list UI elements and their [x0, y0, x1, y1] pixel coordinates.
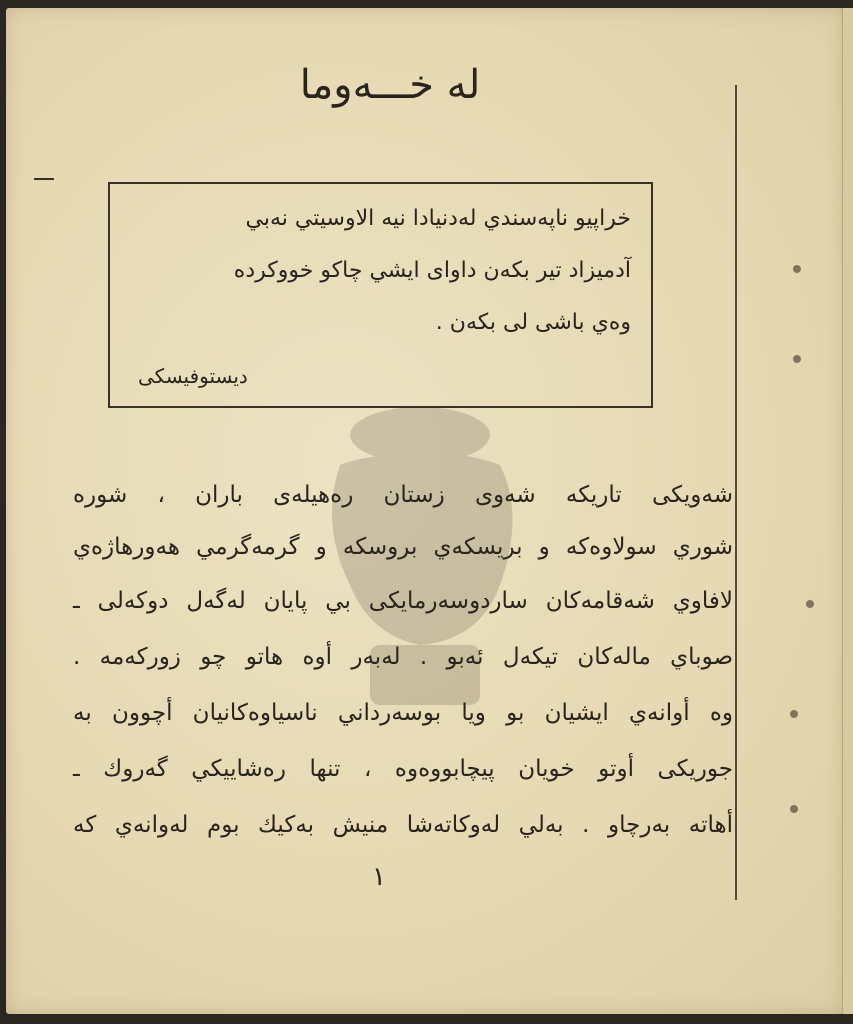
binding-hole: [793, 265, 801, 273]
body-line: لافاوي شەقامەکان ساردوسەرمایکی بي پایان لەگەل دوکەلی ـ: [73, 588, 733, 614]
body-line: وە أوانەي ایشیان بو ویا بوسەرداني ناسیاوەکانیان أچوون بە: [73, 700, 733, 726]
epigraph-line: آدمیزاد تیر بکەن داواى ایشي چاکو خووکردە: [233, 258, 631, 283]
margin-rule: [735, 85, 737, 900]
body-line: جوریکی أوتو خویان پیچابووەوە ، تنها رەشاییکي گەروك ـ: [73, 756, 733, 782]
epigraph-line: وەي باشى لی بکەن .: [435, 310, 631, 335]
margin-mark: [34, 178, 54, 180]
body-line: شەویکی تاریکە شەوی زستان رەهیلەى باران ، شورە: [73, 482, 733, 508]
epigraph-author: دیستوفیسکی: [138, 364, 248, 388]
epigraph-box: [108, 182, 653, 408]
binding-hole: [790, 805, 798, 813]
body-line: أهاتە بەرچاو . بەلي لەوکاتەشا منیش بەکیك بوم لەوانەي کە: [73, 812, 733, 838]
binding-hole: [793, 355, 801, 363]
binding-hole: [790, 710, 798, 718]
page-number: ١: [372, 862, 386, 892]
body-line: صوباي مالەکان تیکەل ئەبو . لەبەر أوە هاتو چو زورکەمە .: [73, 644, 733, 670]
library-watermark: [310, 395, 550, 735]
page-edge: [842, 8, 853, 1014]
epigraph-line: خراپیو ناپەسندي لەدنیادا نیە الاوسیتي نەبي: [245, 206, 631, 231]
body-line: شوري سولاوەکە و بریسکەي بروسکە و گرمەگرمي هەورهاژەي: [73, 534, 733, 560]
binding-hole: [806, 600, 814, 608]
page-title: لە خـــەوما: [299, 62, 481, 108]
